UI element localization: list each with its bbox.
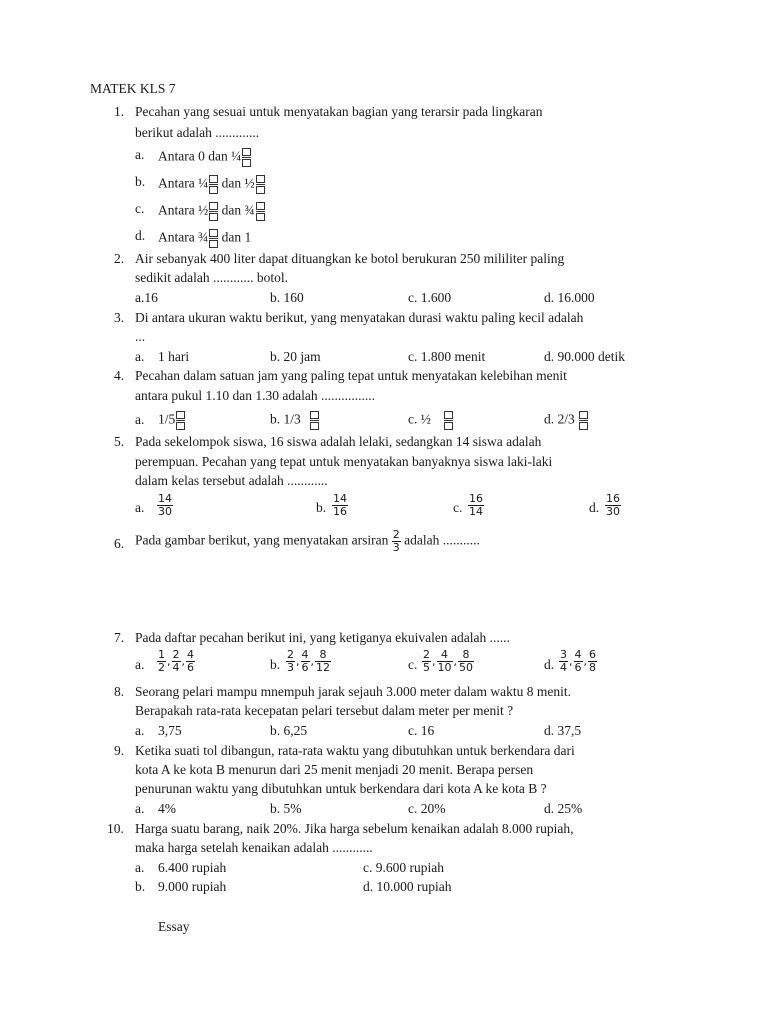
question-text: perempuan. Pecahan yang tepat untuk menyatakan banyaknya siswa laki-laki <box>135 454 553 469</box>
option-letter: c. <box>408 657 418 672</box>
question-text: sedikit adalah ............ botol. <box>135 270 288 285</box>
option-text: d. 2/3 <box>544 411 575 427</box>
option-letter: d. <box>589 500 600 515</box>
option-b <box>158 174 265 195</box>
fraction-placeholder-icon <box>242 147 251 168</box>
question-number: 2. <box>114 251 125 266</box>
option-b <box>270 410 319 431</box>
option-c: c. 16 <box>408 723 435 738</box>
question-number: 10. <box>107 821 124 836</box>
question-text: Di antara ukuran waktu berikut, yang menyatakan durasi waktu paling kecil adalah <box>135 310 584 325</box>
fraction: $\frac{4}{6}$ <box>301 648 309 674</box>
option-text: c. ½ <box>408 411 431 427</box>
option-letter: a. <box>135 147 145 162</box>
option-b <box>332 493 348 518</box>
fraction: $\frac{1}{2}$ <box>158 648 165 674</box>
option-a: 1 hari <box>158 349 190 364</box>
option-letter: b. <box>270 657 281 672</box>
question-number: 6. <box>114 536 125 551</box>
question-text: Ketika suati tol dibangun, rata-rata waktu yang dibutuhkan untuk berkendara dari <box>135 743 575 758</box>
option-a: 3,75 <box>158 723 182 738</box>
option-letter: b. <box>135 174 146 189</box>
fraction: $\frac{8}{50}$ <box>459 648 473 674</box>
option-a <box>158 147 251 168</box>
option-b: b. 20 jam <box>270 349 321 364</box>
option-a: 6.400 rupiah <box>158 860 227 875</box>
option-letter: a. <box>135 412 145 427</box>
fraction: $\frac{3}{4}$ <box>560 648 567 674</box>
fraction-placeholder-icon <box>176 410 185 431</box>
fraction: $\frac{2}{4}$ <box>172 648 180 674</box>
fraction-placeholder-icon <box>310 410 319 431</box>
option-b: b. 5% <box>270 801 302 816</box>
question-number: 4. <box>114 368 125 383</box>
option-text: Antara ½ <box>158 202 209 218</box>
fraction: $\frac{4}{6}$ <box>187 648 194 674</box>
option-c <box>158 201 265 222</box>
option-text: dan ½ <box>221 175 255 191</box>
option-d <box>158 228 251 249</box>
fraction: $\frac{14}{16}$ <box>333 492 347 518</box>
question-text: Berapakah rata-rata kecepatan pelari tersebut dalam meter per menit ? <box>135 703 514 718</box>
fraction: $\frac{16}{14}$ <box>469 492 483 518</box>
option-letter: a. <box>135 657 145 672</box>
option-text: Antara ¼ <box>158 175 209 191</box>
option-letter: a. <box>135 860 145 875</box>
option-c: c. 1.800 menit <box>408 349 486 364</box>
option-b: b. 160 <box>270 290 304 305</box>
question-text: maka harga setelah kenaikan adalah ............ <box>135 840 373 855</box>
option-c: c. 20% <box>408 801 446 816</box>
option-letter: d. <box>544 657 555 672</box>
option-letter: a. <box>135 801 145 816</box>
option-d <box>605 493 621 518</box>
option-text: Antara 0 dan ¼ <box>158 148 242 164</box>
page-title: MATEK KLS 7 <box>90 81 176 96</box>
question-number: 3. <box>114 310 125 325</box>
question-text: kota A ke kota B menurun dari 25 menit menjadi 20 menit. Berapa persen <box>135 762 534 777</box>
option-letter: d. <box>135 228 146 243</box>
option-c: c. 9.600 rupiah <box>363 860 444 875</box>
option-letter: b. <box>316 500 327 515</box>
fraction: $\frac{4}{6}$ <box>574 648 582 674</box>
option-d: d. 25% <box>544 801 583 816</box>
question-text: Harga suatu barang, naik 20%. Jika harga sebelum kenaikan adalah 8.000 rupiah, <box>135 821 574 836</box>
option-a <box>158 410 185 431</box>
question-text: Pada gambar berikut, yang menyatakan arsiran $\frac{2}{3}$ adalah ........... <box>135 528 480 554</box>
question-text: dalam kelas tersebut adalah ............ <box>135 473 328 488</box>
option-c: c. 1.600 <box>408 290 452 305</box>
fraction: $\frac{2}{5}$ <box>423 648 430 674</box>
question-text: Air sebanyak 400 liter dapat dituangkan ke botol berukuran 250 mililiter paling <box>135 251 565 266</box>
option-c <box>468 493 484 518</box>
question-text: Pada daftar pecahan berikut ini, yang ketiganya ekuivalen adalah ...... <box>135 630 510 645</box>
fraction: $\frac{2}{3}$ <box>287 648 294 674</box>
option-d: d. 16.000 <box>544 290 595 305</box>
fraction: $\frac{4}{10}$ <box>437 648 452 674</box>
fraction: $\frac{2}{3}$ <box>392 528 400 554</box>
option-a: $\frac{1}{2}$ , $\frac{2}{4}$ , $\frac{4}{6}$ <box>158 648 194 674</box>
option-b: $\frac{2}{3}$ , $\frac{4}{6}$ , $\frac{8}{12}$ <box>287 648 330 674</box>
fraction: $\frac{14}{30}$ <box>158 492 172 518</box>
option-b: b. 6,25 <box>270 723 308 738</box>
option-letter: a. <box>135 349 145 364</box>
question-text: ... <box>135 329 146 344</box>
question-text: antara pukul 1.10 dan 1.30 adalah ................ <box>135 388 375 403</box>
option-c: $\frac{2}{5}$ , $\frac{4}{10}$ , $\frac{8}{50}$ <box>423 648 473 674</box>
option-text: Antara ¾ <box>158 229 209 245</box>
option-letter: c. <box>135 201 145 216</box>
question-number: 7. <box>114 630 125 645</box>
option-d: d. 10.000 rupiah <box>363 879 452 894</box>
section-heading: Essay <box>158 919 190 934</box>
option-letter: b. <box>135 879 146 894</box>
option-a: 4% <box>158 801 176 816</box>
fraction: $\frac{8}{12}$ <box>316 648 330 674</box>
question-text: berikut adalah ............. <box>135 125 260 140</box>
question-number: 1. <box>114 104 125 119</box>
option-text: dan ¾ <box>221 202 255 218</box>
option-a: a.16 <box>135 290 158 305</box>
fraction-placeholder-icon <box>209 174 218 195</box>
option-b: 9.000 rupiah <box>158 879 227 894</box>
option-d: $\frac{3}{4}$ , $\frac{4}{6}$ , $\frac{6}{8}$ <box>560 648 596 674</box>
option-text: b. 1/3 <box>270 411 301 427</box>
option-letter: c. <box>453 500 463 515</box>
question-text: penurunan waktu yang dibutuhkan untuk berkendara dari kota A ke kota B ? <box>135 781 547 796</box>
option-text: 1/5 <box>158 411 176 427</box>
fraction-placeholder-icon <box>579 410 588 431</box>
fraction-placeholder-icon <box>209 201 218 222</box>
option-d: d. 90.000 detik <box>544 349 625 364</box>
question-text: Pada sekelompok siswa, 16 siswa adalah lelaki, sedangkan 14 siswa adalah <box>135 434 542 449</box>
option-d: d. 37,5 <box>544 723 582 738</box>
option-text: dan 1 <box>221 229 252 245</box>
question-text: Pecahan yang sesuai untuk menyatakan bagian yang terarsir pada lingkaran <box>135 104 543 119</box>
question-number: 5. <box>114 434 125 449</box>
option-a <box>157 493 173 518</box>
fraction: $\frac{16}{30}$ <box>606 492 620 518</box>
option-letter: a. <box>135 723 145 738</box>
fraction: $\frac{6}{8}$ <box>589 648 596 674</box>
option-c <box>408 410 453 431</box>
fraction-placeholder-icon <box>444 410 453 431</box>
option-letter: a. <box>135 500 145 515</box>
option-d <box>544 410 588 431</box>
fraction-placeholder-icon <box>209 228 218 249</box>
question-text: Pecahan dalam satuan jam yang paling tepat untuk menyatakan kelebihan menit <box>135 368 567 383</box>
fraction-placeholder-icon <box>256 201 265 222</box>
question-number: 8. <box>114 684 125 699</box>
question-text: Seorang pelari mampu mnempuh jarak sejauh 3.000 meter dalam waktu 8 menit. <box>135 684 572 699</box>
question-number: 9. <box>114 743 125 758</box>
fraction-placeholder-icon <box>256 174 265 195</box>
